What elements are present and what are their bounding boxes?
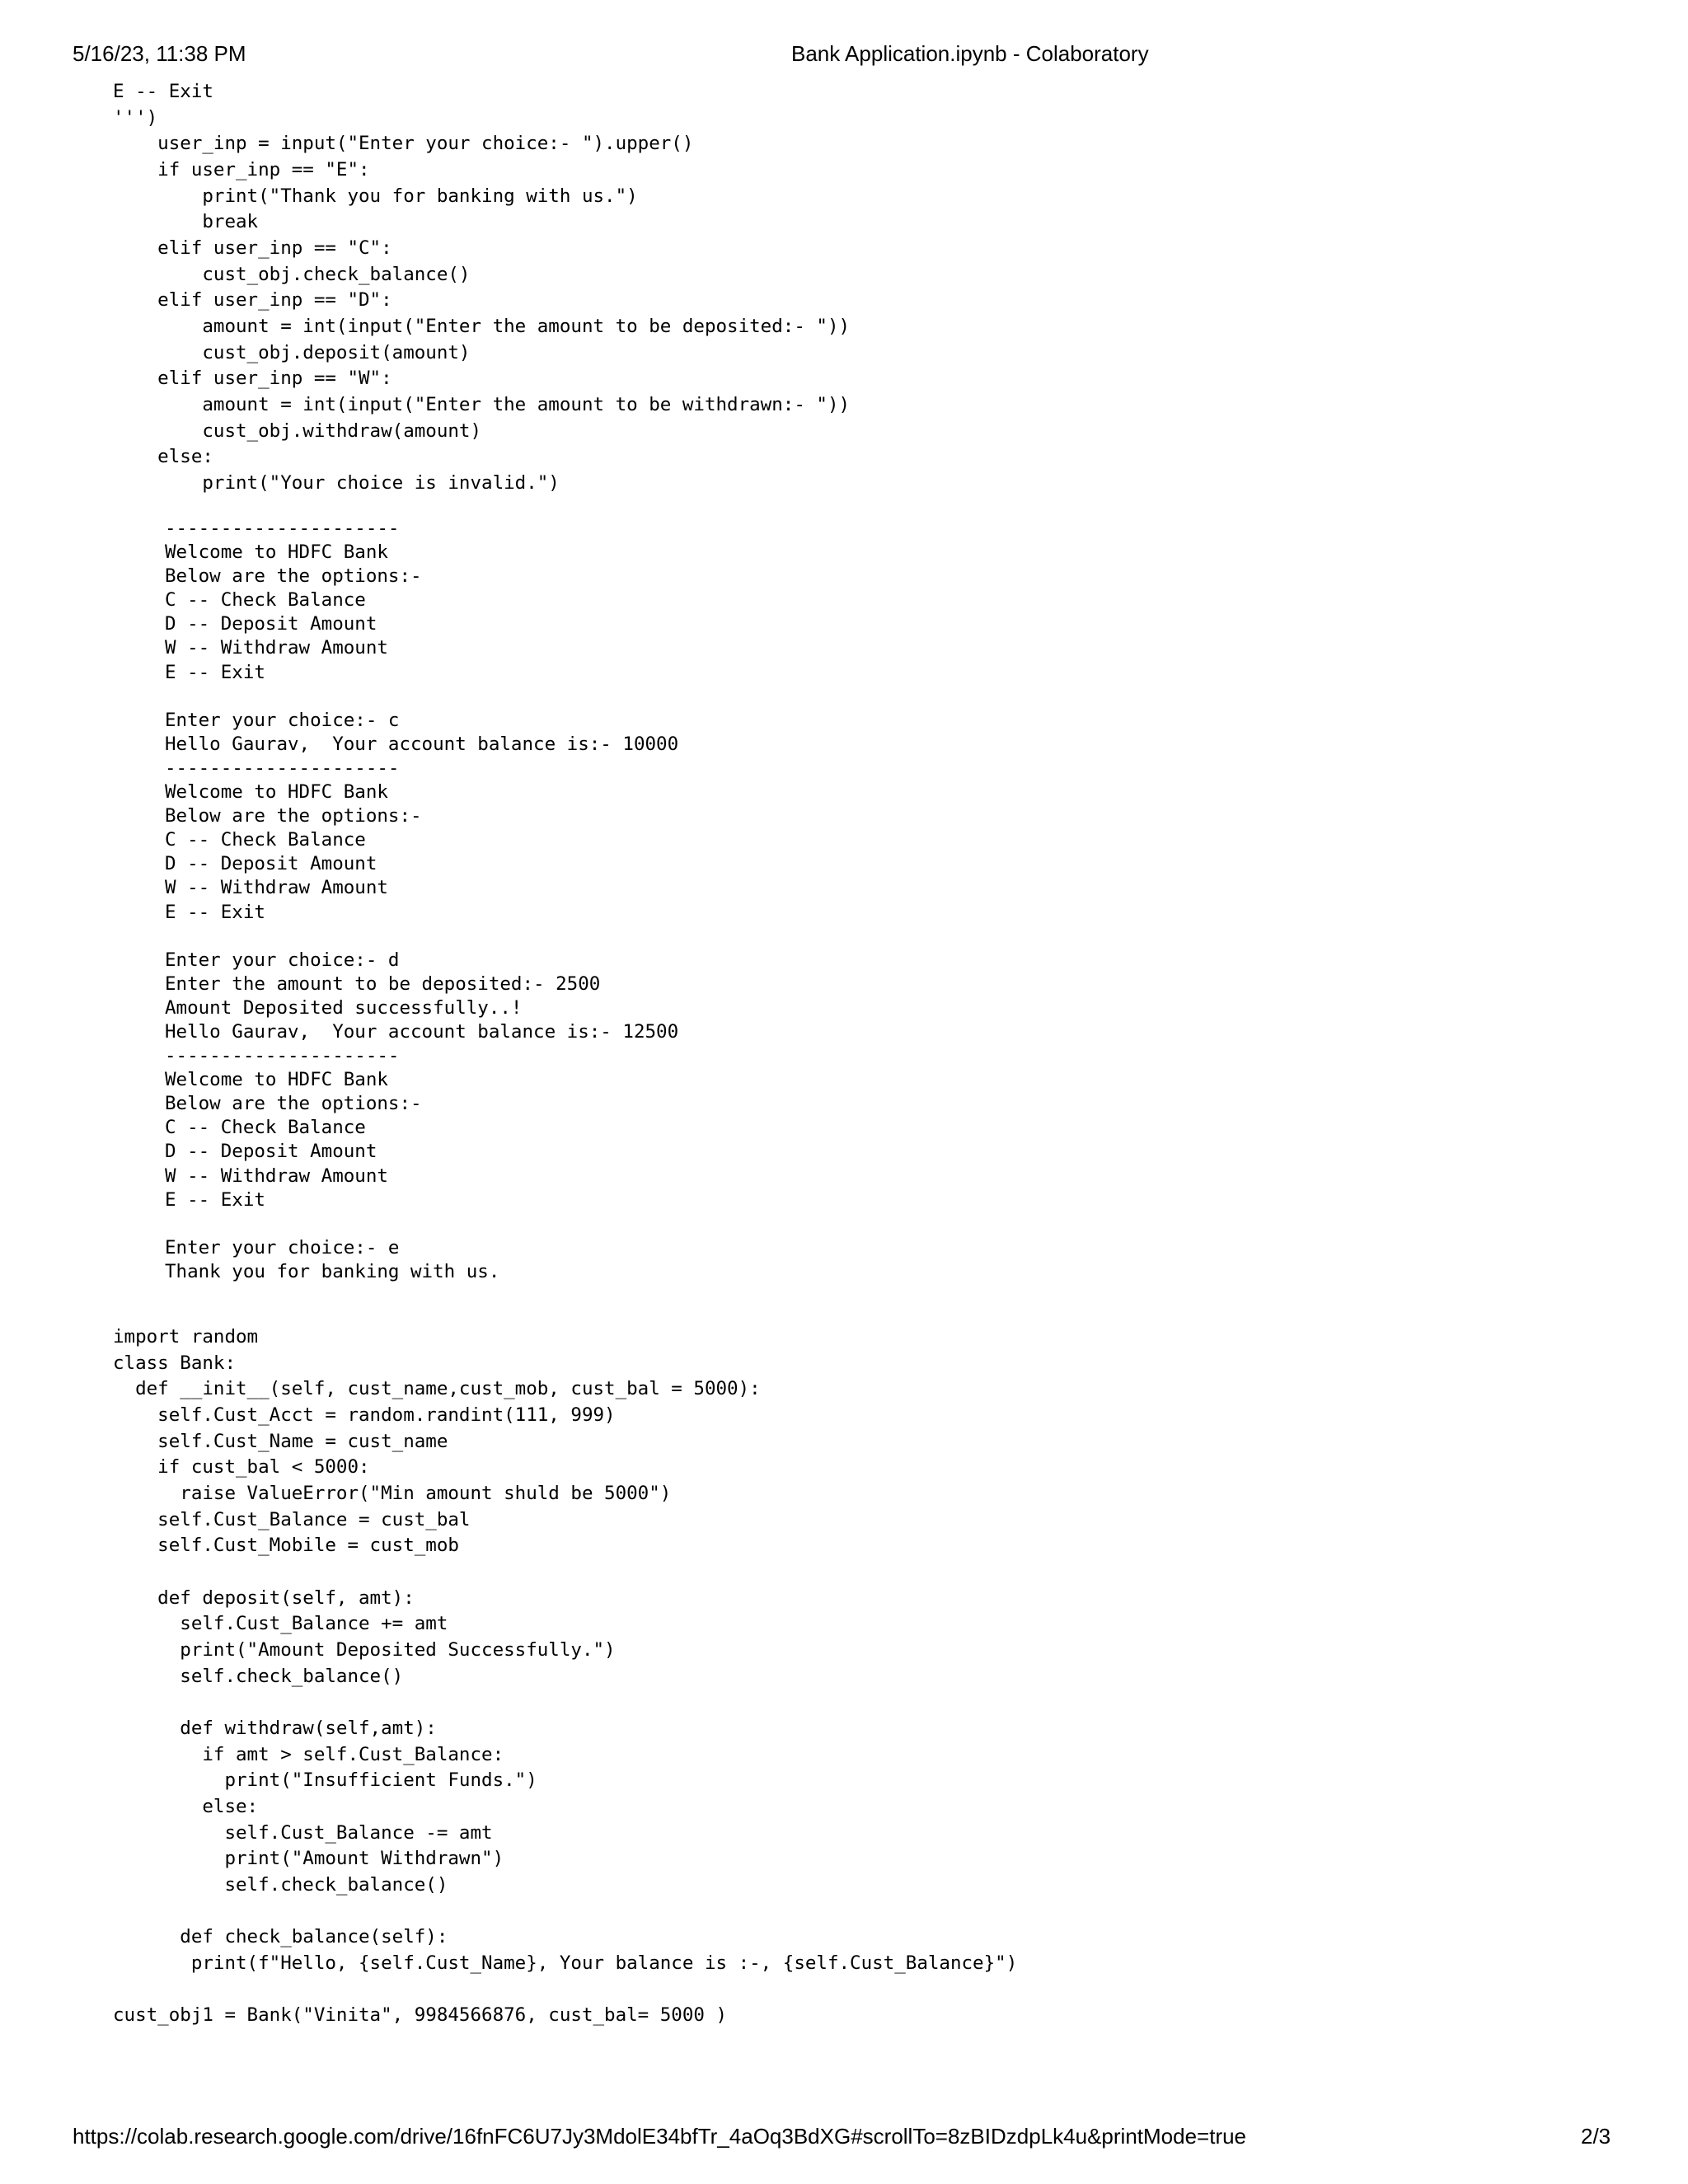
page-number: 2/3 (1581, 2124, 1611, 2149)
code-cell-1-tail: E -- Exit ''') user_inp = input("Enter your choice:- ").upper() if user_inp == "E": print("Thank you for banking with us.") break elif user_inp == "C": cust_obj.check_balance() elif user_inp == "D": amount = int(input("Enter the amount to be deposited:- ")) cust_obj.deposit(amount) elif user_inp == "W": amount = int(input("Enter the amount to be withdrawn:- ")) cust_obj.withdraw(amount) else: print("Your choice is invalid.") (113, 81, 851, 494)
cell-output: --------------------- Welcome to HDFC Bank Below are the options:- C -- Check Balance D -- Deposit Amount W -- Withdraw Amount E -- Exit Enter your choice:- c Hello Gaurav, Your account balance is:- 10000 --------------------- Welcome to HDFC Bank Below are the options:- C -- Check Balance D -- Deposit Amount W -- Withdraw Amount E -- Exit Enter your choice:- d Enter the amount to be deposited:- 2500 Amount Deposited successfully..! Hello Gaurav, Your account balance is:- 12500 --------------------- Welcome to HDFC Bank Below are the options:- C -- Check Balance D -- Deposit Amount W -- Withdraw Amount E -- Exit Enter your choice:- e Thank you for banking with us. (165, 518, 679, 1282)
page-url: https://colab.research.google.com/drive/16fnFC6U7Jy3MdolE34bfTr_4aOq3BdXG#scrollTo=8zBIDzdpLk4u&printMode=true (73, 2124, 1247, 2149)
print-header (0, 37, 1688, 70)
document-title: Bank Application.ipynb - Colaboratory (791, 41, 1149, 66)
print-datetime: 5/16/23, 11:38 PM (73, 41, 246, 66)
print-footer (0, 2120, 1688, 2153)
code-cell-2: import random class Bank: def __init__(self, cust_name,cust_mob, cust_bal = 5000): self.Cust_Acct = random.randint(111, 999) self.Cust_Name = cust_name if cust_bal < 5000: raise ValueError("Min amount shuld be 5000") self.Cust_Balance = cust_bal self.Cust_Mobile = cust_mob def deposit(self, amt): self.Cust_Balance += amt print("Amount Deposited Successfully.") self.check_balance() def withdraw(self,amt): if amt > self.Cust_Balance: print("Insufficient Funds.") else: self.Cust_Balance -= amt print("Amount Withdrawn") self.check_balance() def check_balance(self): print(f"Hello, {self.Cust_Name}, Your balance is :-, {self.Cust_Balance}") cust_obj1 = Bank("Vinita", 9984566876, cust_bal= 5000 ) (113, 1326, 1018, 2027)
